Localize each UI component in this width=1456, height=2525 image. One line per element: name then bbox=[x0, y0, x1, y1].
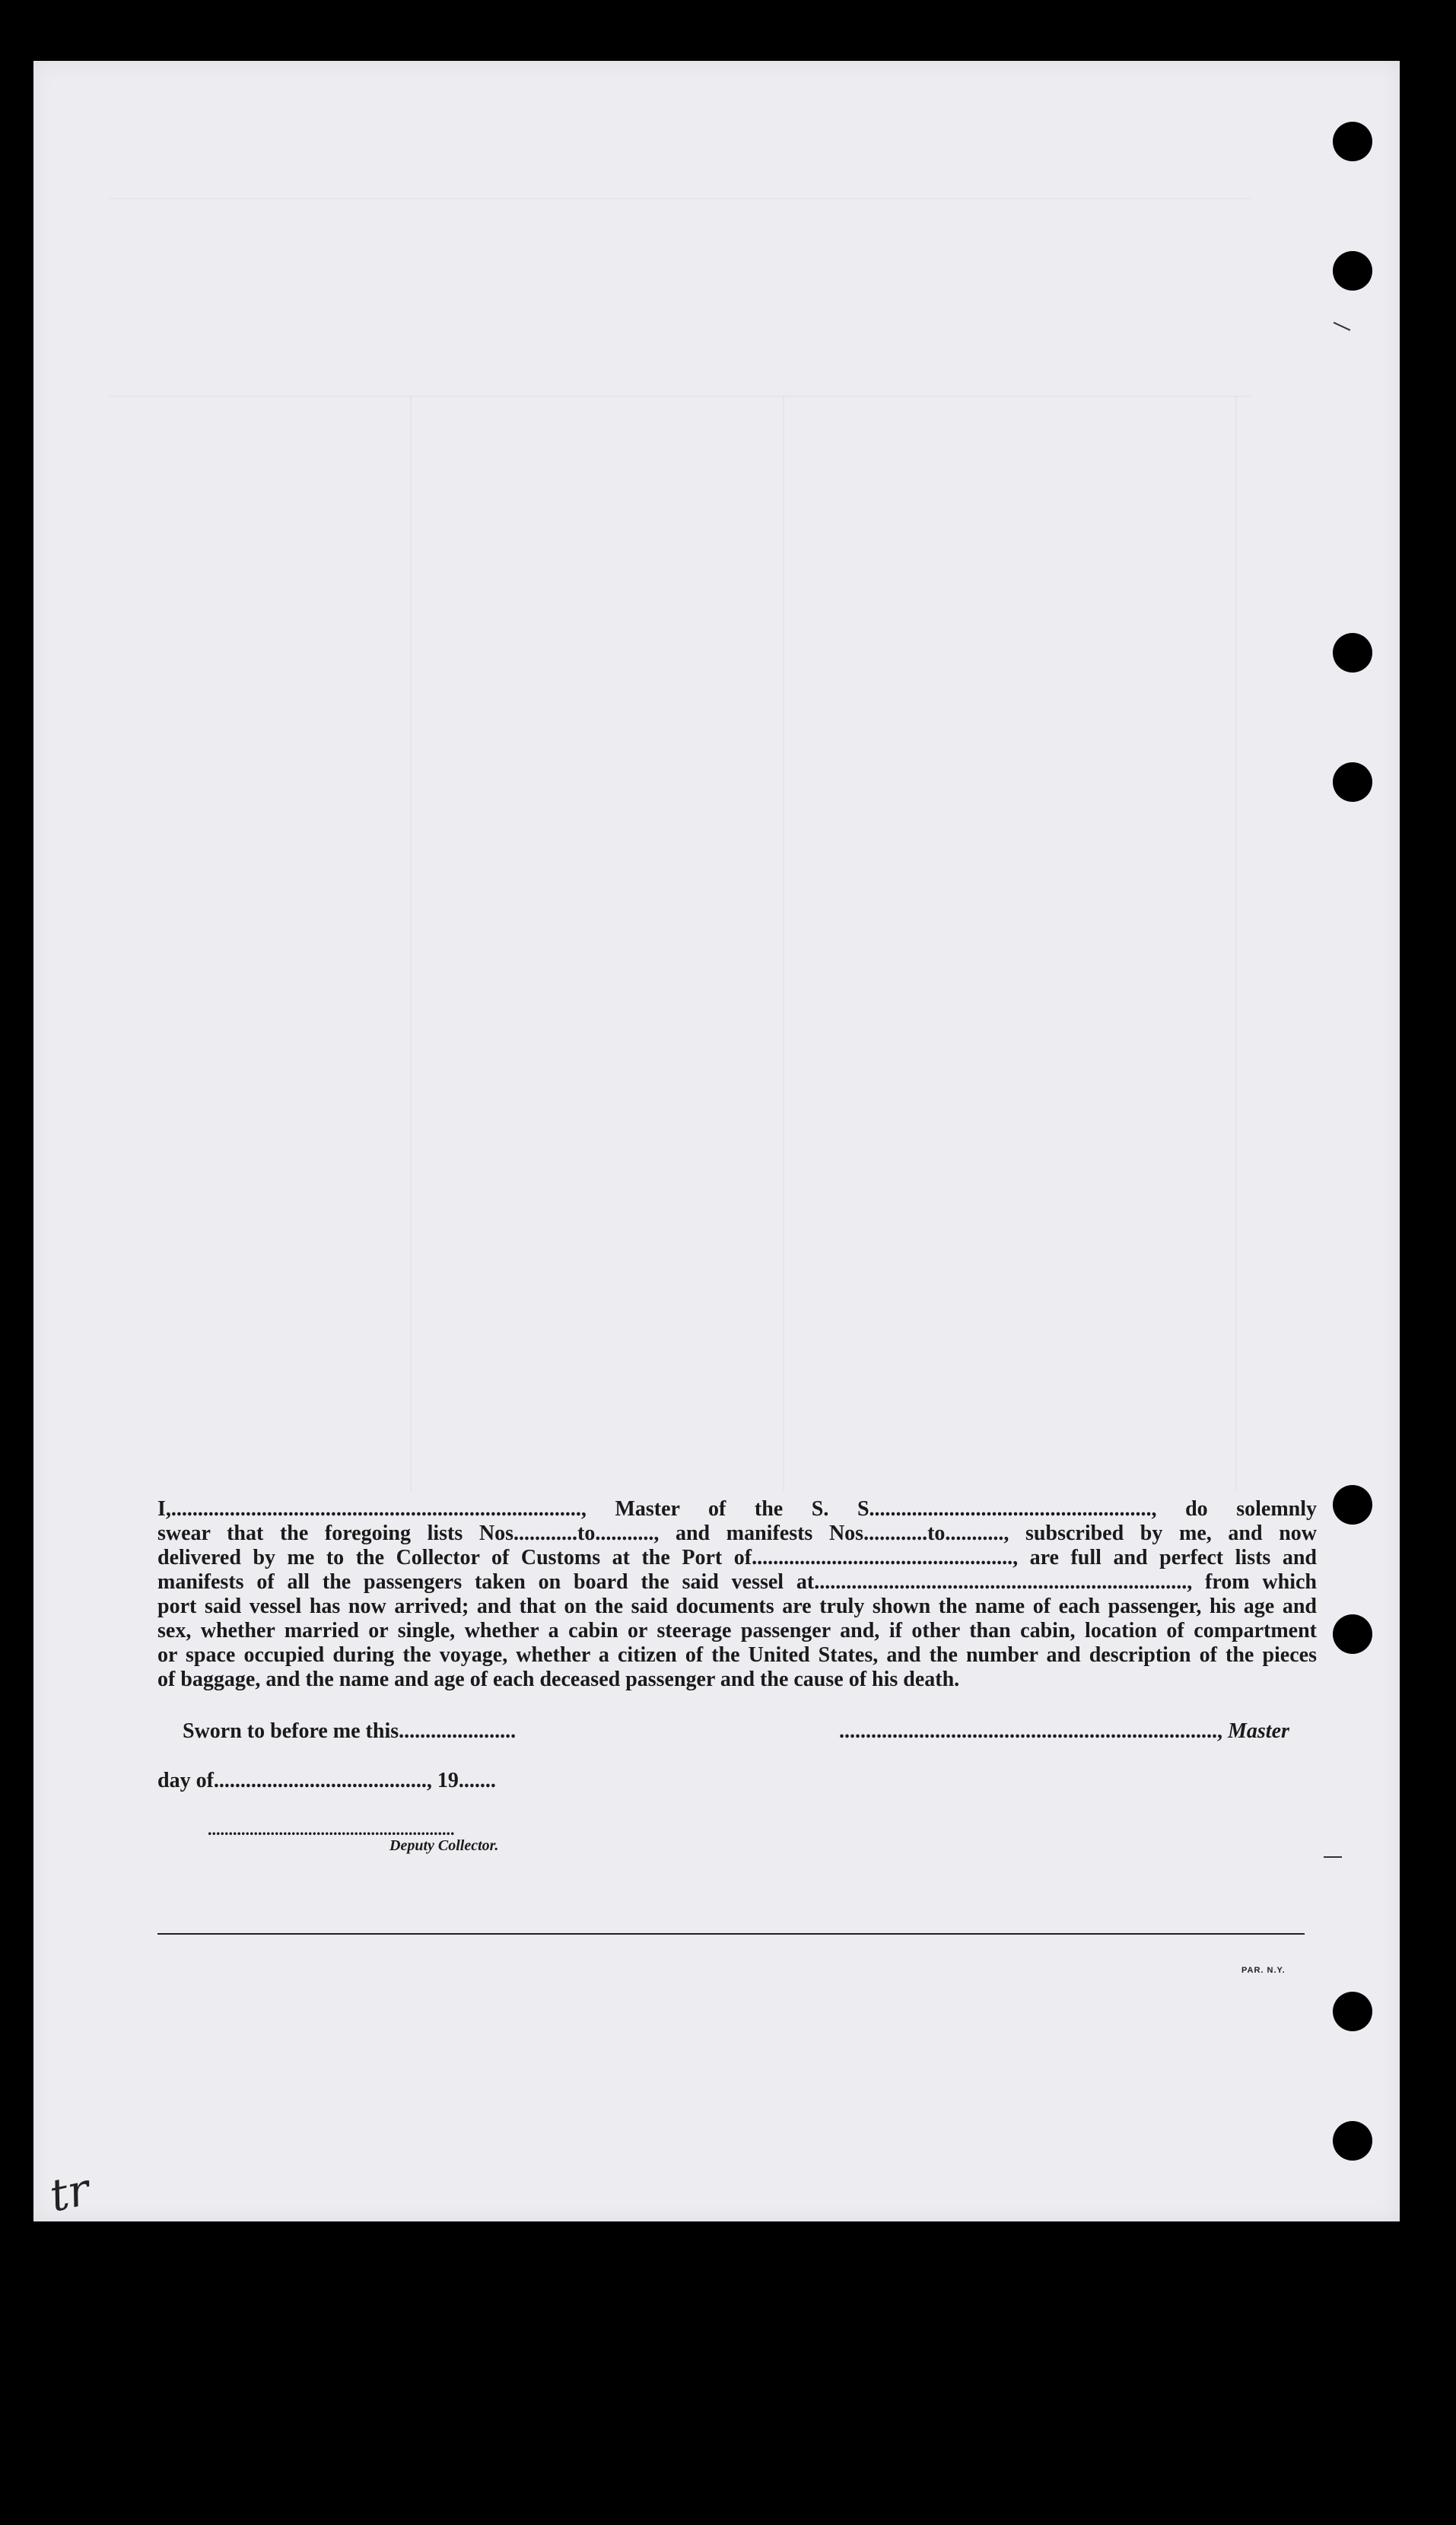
oath-line: I,............................................................................., Master of the S. S....................................................., do solemnly bbox=[157, 1497, 1317, 1521]
oath-line: manifests of all the passengers taken on board the said vessel at......................................................................, from which bbox=[157, 1570, 1317, 1594]
oath-line: sex, whether married or single, whether a cabin or steerage passenger and, if other than cabin, location of compartment bbox=[157, 1619, 1317, 1643]
scan-mark bbox=[1324, 1856, 1342, 1858]
punch-hole bbox=[1333, 1992, 1372, 2031]
footer-rule bbox=[157, 1933, 1305, 1935]
punch-hole bbox=[1333, 1614, 1372, 1654]
oath-line: or space occupied during the voyage, whether a citizen of the United States, and the number and description of the pieces bbox=[157, 1643, 1317, 1667]
bleed-line bbox=[410, 396, 412, 1491]
punch-hole bbox=[1333, 1485, 1372, 1525]
oath-line: port said vessel has now arrived; and that on the said documents are truly shown the name of each passenger, his age and bbox=[157, 1595, 1317, 1618]
punch-hole bbox=[1333, 251, 1372, 291]
oath-line: swear that the foregoing lists Nos............to..........., and manifests Nos............to..........., subscribed by me, and now bbox=[157, 1522, 1317, 1545]
deputy-collector-label: Deputy Collector. bbox=[389, 1837, 499, 1854]
oath-line: delivered by me to the Collector of Customs at the Port of................................................., are full and perfect lists and bbox=[157, 1546, 1317, 1569]
bleed-line bbox=[110, 198, 1251, 199]
master-oath-paragraph bbox=[157, 1497, 1317, 1692]
day-of-line: day of........................................, 19....... bbox=[157, 1769, 496, 1792]
deputy-collector-line: ........................................................... bbox=[208, 1820, 455, 1839]
oath-line: of baggage, and the name and age of each deceased passenger and the cause of his death. bbox=[157, 1668, 960, 1691]
punch-hole bbox=[1333, 122, 1372, 161]
master-signature-line bbox=[839, 1719, 1289, 1744]
form-page-back bbox=[33, 61, 1400, 2221]
master-label: Master bbox=[1228, 1719, 1289, 1743]
printer-mark: PAR. N.Y. bbox=[1241, 1966, 1286, 1975]
sworn-before-line: Sworn to before me this...................... bbox=[183, 1719, 517, 1743]
punch-hole bbox=[1333, 633, 1372, 673]
bleed-line bbox=[1235, 396, 1237, 1491]
master-signature-dots: ......................................................................., bbox=[839, 1719, 1222, 1743]
bleed-line bbox=[110, 396, 1251, 397]
handwritten-mark: tr bbox=[45, 2163, 94, 2222]
bleed-line bbox=[783, 396, 784, 1491]
punch-hole bbox=[1333, 762, 1372, 802]
punch-hole bbox=[1333, 2121, 1372, 2161]
